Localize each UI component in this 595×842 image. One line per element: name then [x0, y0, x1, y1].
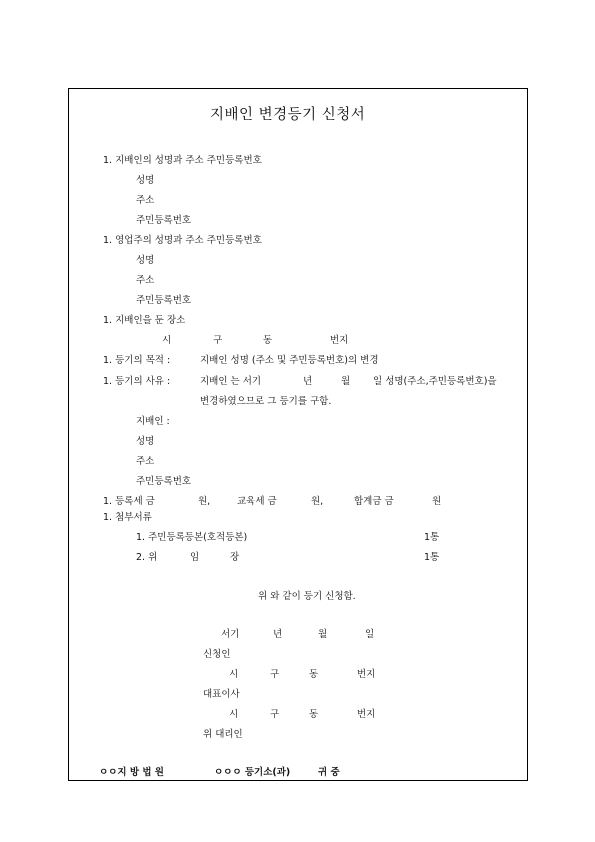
representative-dong: 동	[309, 709, 319, 720]
date-month: 월	[318, 629, 328, 640]
manager-rrn-label: 주민등록번호	[136, 215, 192, 226]
applicant-dong: 동	[309, 669, 319, 680]
proxy-label: 위 대리인	[203, 729, 243, 740]
reason-part2: 일 성명(주소,주민등록번호)을	[373, 376, 497, 387]
representative-beonji: 번지	[357, 709, 376, 720]
owner-rrn-label: 주민등록번호	[136, 295, 192, 306]
representative-si: 시	[229, 709, 239, 720]
representative-gu: 구	[270, 709, 280, 720]
purpose-label: 1. 등기의 목적 :	[103, 355, 171, 366]
reason-line2: 변경하였으므로 그 등기를 구함.	[200, 396, 332, 407]
attachment-1-count: 1통	[424, 532, 440, 543]
footer-court: ㅇㅇ지 방 법 원	[99, 767, 164, 778]
applicant-gu: 구	[270, 669, 280, 680]
purpose-text: 지배인 성명 (주소 및 주민등록번호)의 변경	[200, 355, 379, 366]
applicant-beonji: 번지	[357, 669, 376, 680]
document-frame	[68, 88, 528, 781]
attachments-heading: 1. 첨부서류	[103, 512, 152, 523]
location-beonji: 번지	[330, 335, 349, 346]
date-day: 일	[365, 629, 375, 640]
attachment-2-mid: 임	[190, 552, 200, 563]
applicant-label: 신청인	[203, 649, 231, 660]
education-tax-unit: 원,	[311, 496, 324, 507]
footer-honorific: 귀 중	[318, 767, 340, 778]
section-location-heading: 1. 지배인을 둔 장소	[103, 315, 186, 326]
reason-month: 월	[341, 376, 351, 387]
attachment-2-number: 2. 위	[136, 552, 158, 563]
section-manager-heading: 1. 지배인의 성명과 주소 주민등록번호	[103, 155, 262, 166]
education-tax-label: 교육세 금	[237, 496, 277, 507]
total-amount-unit: 원	[432, 496, 442, 507]
attachment-1-label: 1. 주민등록등본(호적등본)	[136, 532, 248, 543]
manager-name-label: 성명	[136, 175, 155, 186]
reason-part1: 지배인 는 서기	[200, 376, 262, 387]
representative-label: 대표이사	[203, 689, 240, 700]
location-si: 시	[162, 335, 172, 346]
owner-name-label: 성명	[136, 255, 155, 266]
owner-address-label: 주소	[136, 275, 155, 286]
registration-tax-label: 1. 등록세 금	[103, 496, 155, 507]
total-amount-label: 합계금 금	[354, 496, 394, 507]
reason-label: 1. 등기의 사유 :	[103, 376, 171, 387]
location-gu: 구	[213, 335, 223, 346]
document-title: 지배인 변경등기 신청서	[210, 107, 366, 123]
new-manager-name-label: 성명	[136, 436, 155, 447]
attachment-2-count: 1통	[424, 552, 440, 563]
application-statement: 위 와 같이 등기 신청함.	[258, 591, 356, 602]
applicant-si: 시	[229, 669, 239, 680]
new-manager-rrn-label: 주민등록번호	[136, 476, 192, 487]
footer-registry-office: ㅇㅇㅇ 등기소(과)	[214, 767, 291, 778]
manager-address-label: 주소	[136, 195, 155, 206]
location-dong: 동	[263, 335, 273, 346]
new-manager-label: 지배인 :	[136, 416, 170, 427]
new-manager-address-label: 주소	[136, 456, 155, 467]
section-owner-heading: 1. 영업주의 성명과 주소 주민등록번호	[103, 235, 262, 246]
attachment-2-end: 장	[230, 552, 240, 563]
date-year: 년	[273, 629, 283, 640]
date-seogi: 서기	[221, 629, 240, 640]
reason-year: 년	[303, 376, 313, 387]
registration-tax-unit: 원,	[198, 496, 211, 507]
